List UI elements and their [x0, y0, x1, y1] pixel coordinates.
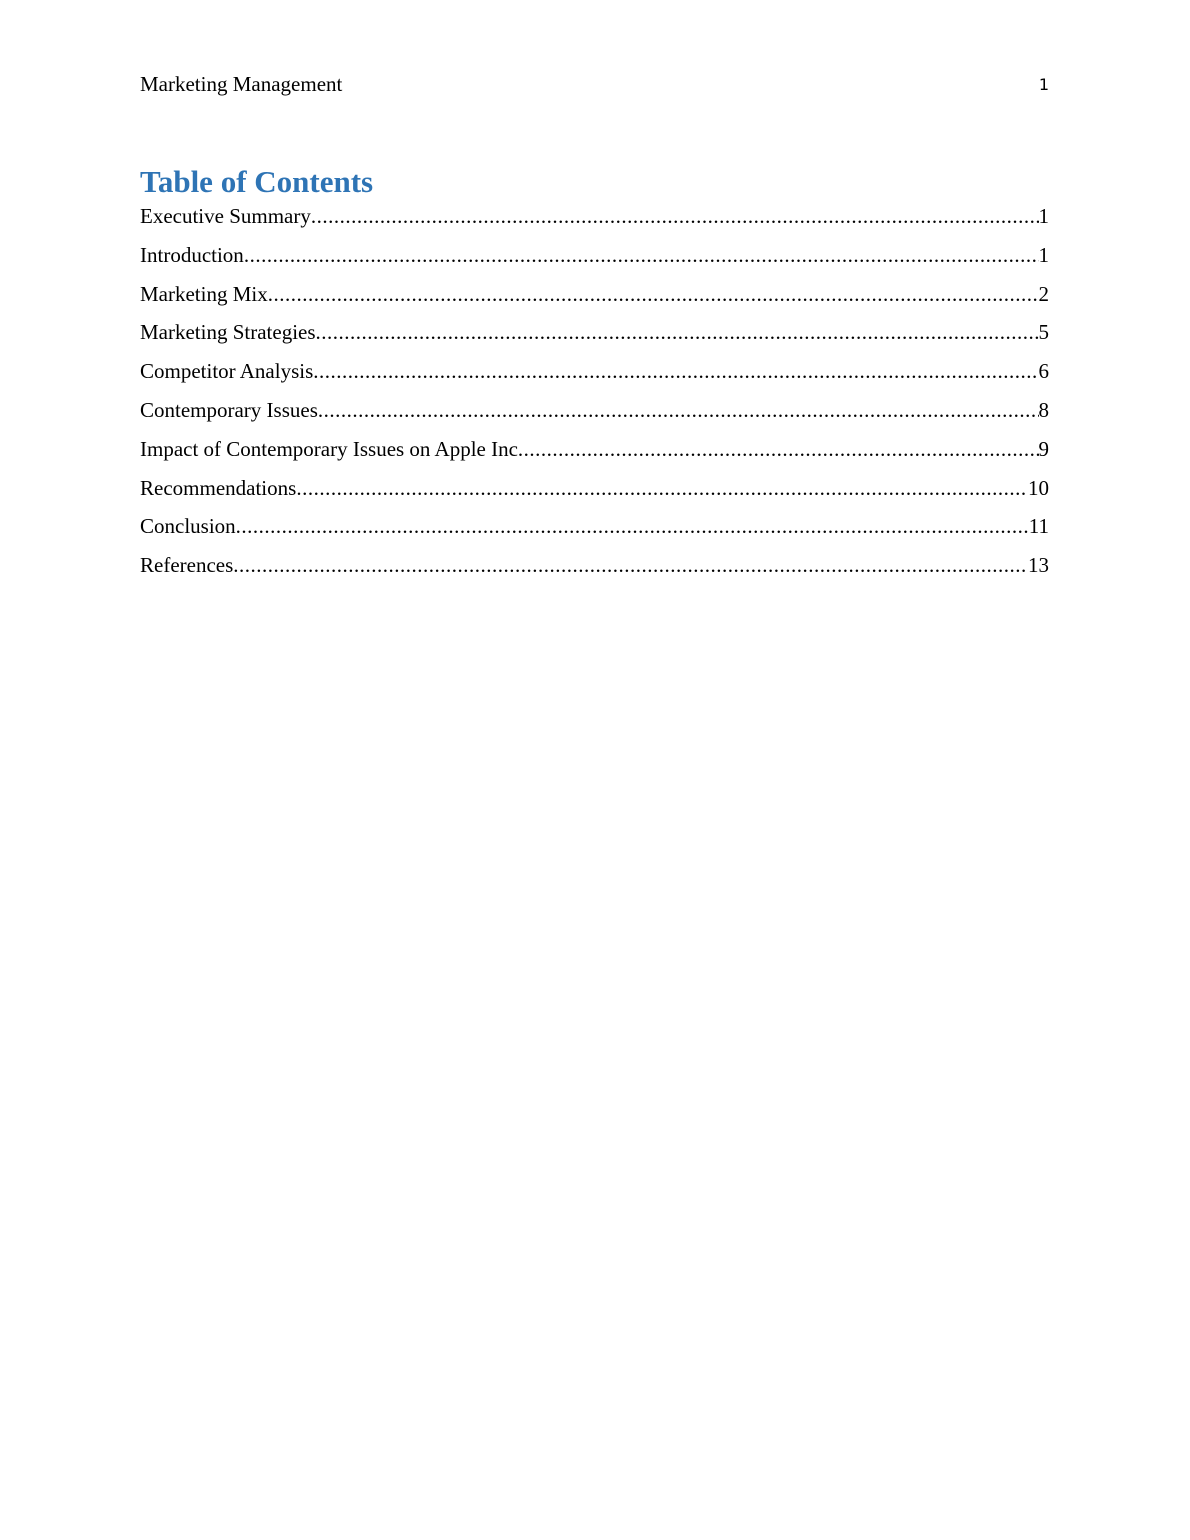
toc-dot-leader: [316, 317, 1039, 347]
toc-dot-leader: [313, 356, 1038, 386]
toc-dot-leader: [233, 550, 1028, 580]
toc-entry-label: Competitor Analysis: [140, 359, 314, 384]
toc-entry-competitor-analysis[interactable]: [140, 356, 1049, 395]
toc-entry-page: 11: [1028, 514, 1049, 539]
toc-entry-page: 6: [1038, 359, 1049, 384]
toc-entry-recommendations[interactable]: [140, 473, 1049, 512]
toc-entry-label: Executive Summary: [140, 204, 311, 228]
toc-heading: Table of Contents: [140, 164, 374, 199]
toc-dot-leader: [318, 395, 1039, 425]
toc-dot-leader: [296, 473, 1028, 503]
running-header-title: Marketing Management: [140, 72, 343, 96]
toc-entry-label: Marketing Mix: [140, 281, 268, 306]
toc-dot-leader: [518, 434, 1039, 464]
toc-entry-references[interactable]: [140, 550, 1049, 589]
toc-entry-label: Recommendations: [140, 475, 297, 500]
toc-entry-page: 10: [1028, 475, 1049, 500]
toc-entry-label: Conclusion: [140, 514, 236, 539]
toc-entry-marketing-strategies[interactable]: [140, 317, 1049, 356]
toc-entry-page: 13: [1028, 553, 1049, 578]
toc-entry-introduction[interactable]: [140, 240, 1049, 279]
toc-entry-executive-summary[interactable]: [140, 201, 1049, 240]
toc-list: [140, 201, 1049, 589]
toc-entry-label: Marketing Strategies: [140, 320, 316, 345]
toc-entry-label: Contemporary Issues: [140, 397, 318, 422]
toc-entry-contemporary-issues[interactable]: [140, 395, 1049, 434]
toc-entry-page: 2: [1038, 281, 1049, 306]
toc-entry-label: References: [140, 553, 234, 578]
toc-entry-marketing-mix[interactable]: [140, 279, 1049, 318]
toc-dot-leader: [244, 240, 1039, 270]
toc-entry-impact-contemporary-issues[interactable]: [140, 434, 1049, 473]
toc-dot-leader: [236, 511, 1029, 541]
toc-entry-page: 5: [1038, 320, 1049, 345]
toc-entry-conclusion[interactable]: [140, 511, 1049, 550]
toc-entry-page: 8: [1038, 397, 1049, 422]
page-number: 1: [1038, 75, 1049, 94]
toc-entry-page: 9: [1038, 436, 1049, 461]
toc-dot-leader: [268, 279, 1039, 309]
toc-entry-label: Introduction: [140, 242, 244, 267]
toc-dot-leader: [311, 201, 1039, 231]
toc-entry-page: 1: [1038, 204, 1049, 228]
toc-entry-label: Impact of Contemporary Issues on Apple Inc: [140, 436, 518, 461]
toc-entry-page: 1: [1038, 242, 1049, 267]
